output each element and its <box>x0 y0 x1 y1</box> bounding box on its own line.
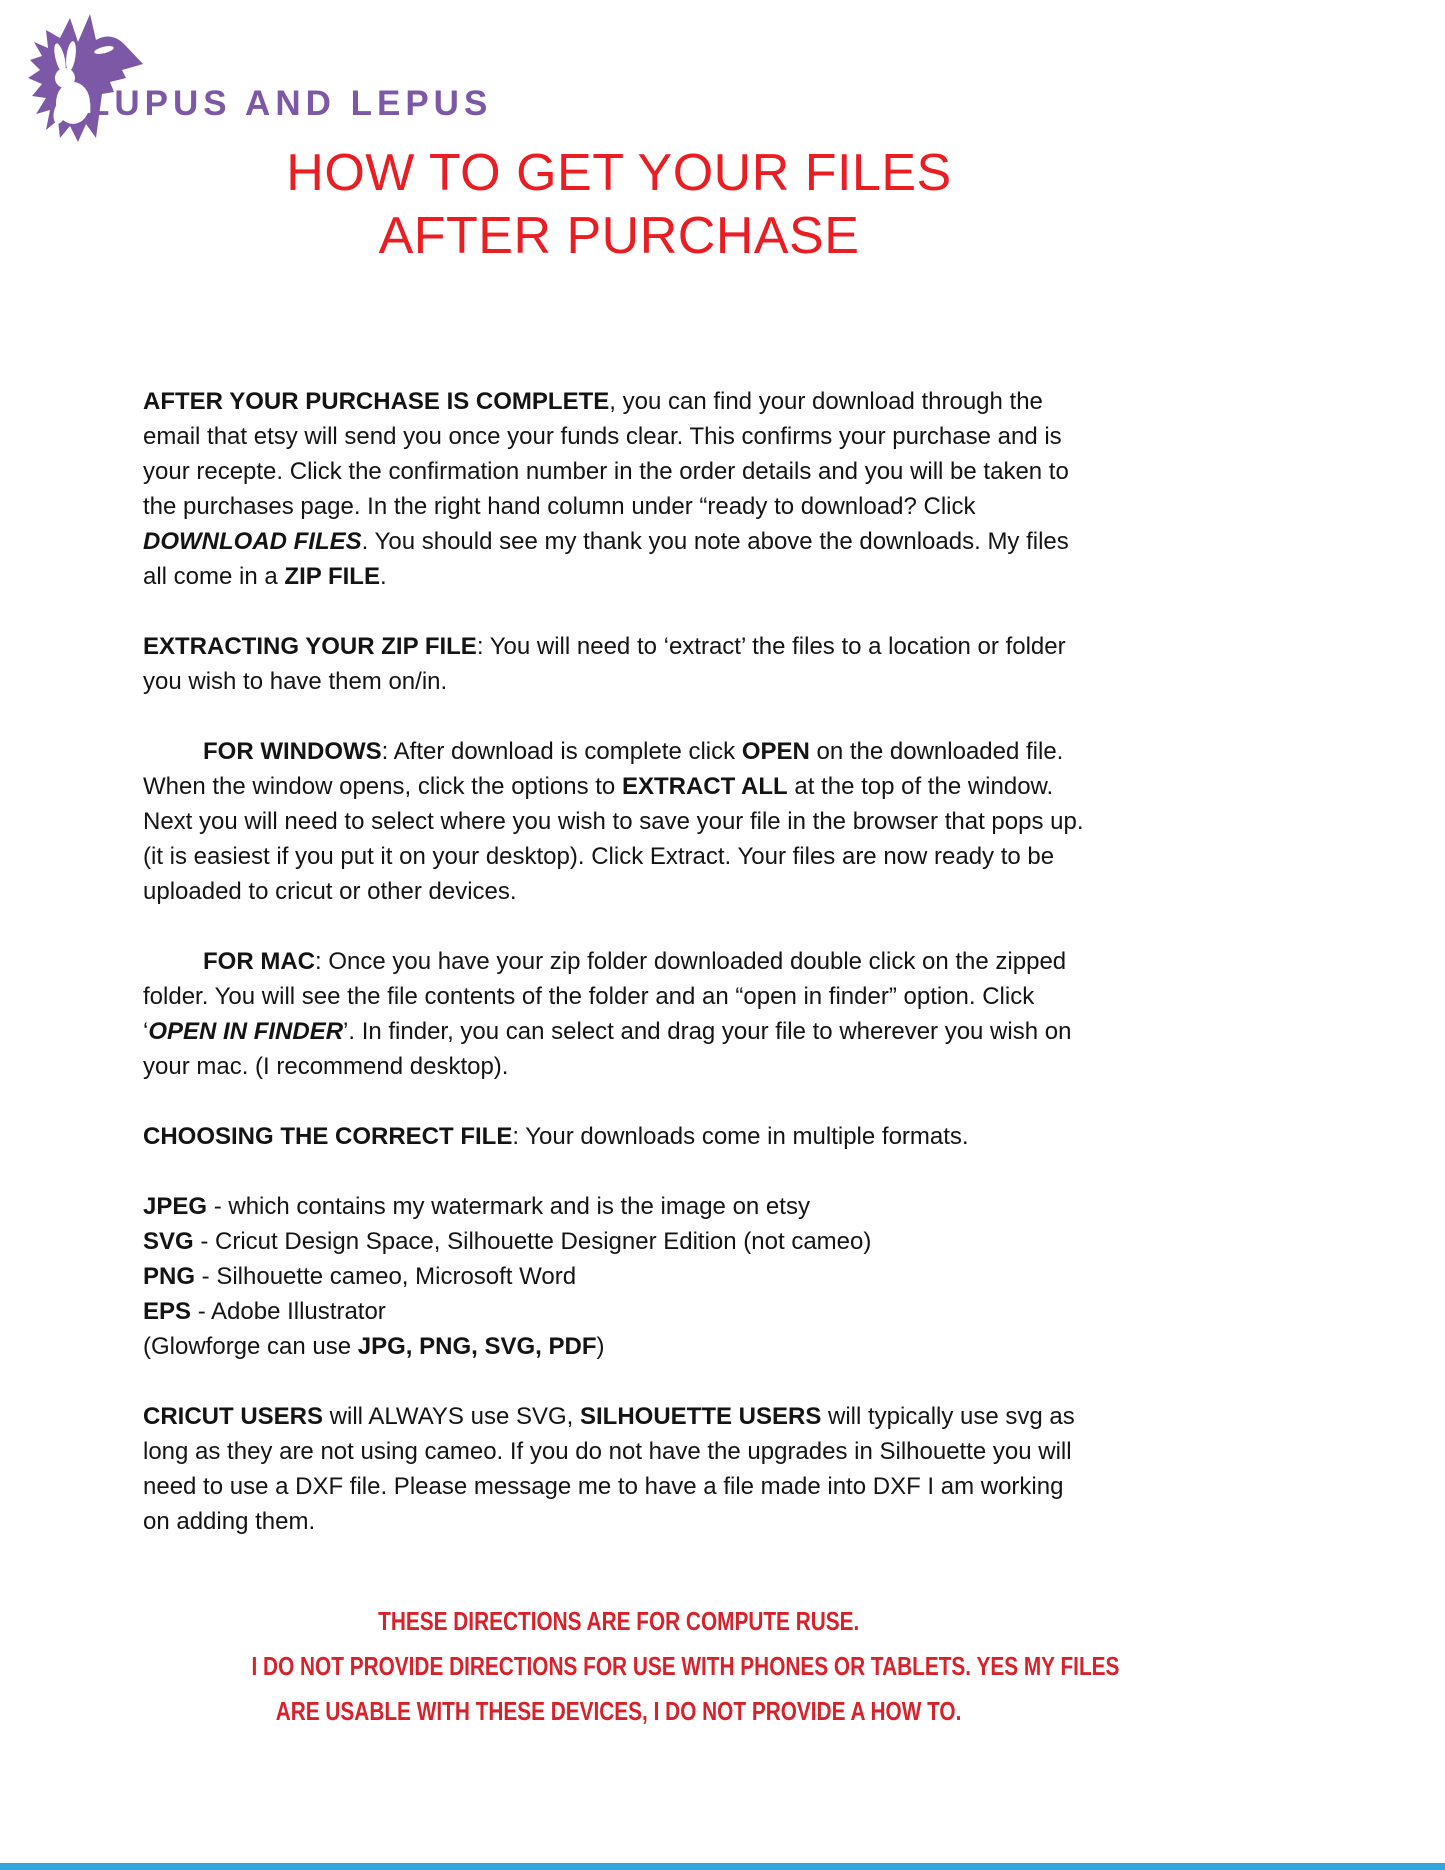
wolf-and-rabbit-logo-icon <box>18 6 153 151</box>
bottom-accent-bar <box>0 1863 1445 1870</box>
format-eps: EPS - Adobe Illustrator <box>143 1298 386 1325</box>
zip-file-emphasis: ZIP FILE <box>284 563 380 590</box>
extract-all-emphasis: EXTRACT ALL <box>621 773 788 800</box>
file-format-list <box>143 1189 1095 1364</box>
download-files-emphasis: DOWNLOAD FILES <box>143 528 362 555</box>
paragraph-choosing-file: CHOOSING THE CORRECT FILE: Your downloads come in multiple formats. <box>143 1123 969 1150</box>
format-glowforge-note: (Glowforge can use JPG, PNG, SVG, PDF) <box>143 1333 605 1360</box>
device-warning <box>143 1599 1120 1734</box>
lead-for-windows: FOR WINDOWS <box>203 738 382 765</box>
lead-cricut-users: CRICUT USERS <box>143 1403 324 1430</box>
silhouette-users-emphasis: SILHOUETTE USERS <box>579 1403 822 1430</box>
title-line-1: HOW TO GET YOUR FILES <box>286 144 952 202</box>
warning-line-1: THESE DIRECTIONS ARE FOR COMPUTE RUSE. <box>378 1606 860 1636</box>
open-in-finder-emphasis: OPEN IN FINDER <box>148 1018 344 1045</box>
paragraph-for-windows: FOR WINDOWS: After download is complete click OPEN on the downloaded file. When the window opens, click the options to EXTRACT ALL at the top of the window. Next you will need to select where you wish to save your file in the browser that pops up. (it is easiest if you put it on your desktop). Click Extract. Your files are now ready to be uploaded to cricut or other devices. <box>143 738 1084 905</box>
lead-after-purchase: AFTER YOUR PURCHASE IS COMPLETE <box>143 388 610 415</box>
warning-line-2: I DO NOT PROVIDE DIRECTIONS FOR USE WITH PHONES OR TABLETS. YES MY FILES <box>251 1651 1120 1681</box>
paragraph-for-mac: FOR MAC: Once you have your zip folder downloaded double click on the zipped folder. You will see the file contents of the folder and an “open in finder” option. Click ‘OPEN IN FINDER’. In finder, you can select and drag your file to wherever you wish on your mac. (I recommend desktop). <box>143 948 1072 1080</box>
paragraph-cricut-users: CRICUT USERS will ALWAYS use SVG, SILHOUETTE USERS will typically use svg as long as they are not using cameo. If you do not have the upgrades in Silhouette you will need to use a DXF file. Please message me to have a file made into DXF I am working on adding them. <box>143 1403 1075 1535</box>
paragraph-extracting-zip: EXTRACTING YOUR ZIP FILE: You will need to ‘extract’ the files to a location or folder you wish to have them on/in. <box>143 633 1066 695</box>
open-emphasis: OPEN <box>741 738 810 765</box>
lead-choosing-file: CHOOSING THE CORRECT FILE <box>143 1123 513 1150</box>
page-title <box>143 142 1095 268</box>
warning-line-3: ARE USABLE WITH THESE DEVICES, I DO NOT PROVIDE A HOW TO. <box>276 1696 962 1726</box>
content-column <box>143 0 1120 1734</box>
title-line-2: AFTER PURCHASE <box>378 207 860 265</box>
lead-for-mac: FOR MAC <box>203 948 315 975</box>
format-jpeg: JPEG - which contains my watermark and is the image on etsy <box>143 1193 810 1220</box>
format-svg: SVG - Cricut Design Space, Silhouette Designer Edition (not cameo) <box>143 1228 872 1255</box>
lead-extracting-zip: EXTRACTING YOUR ZIP FILE <box>143 633 477 660</box>
format-png: PNG - Silhouette cameo, Microsoft Word <box>143 1263 577 1290</box>
paragraph-after-purchase: AFTER YOUR PURCHASE IS COMPLETE, you can find your download through the email that etsy will send you once your funds clear. This confirms your purchase and is your recepte. Click the confirmation number in the order details and you will be taken to the purchases page. In the right hand column under “ready to download? Click DOWNLOAD FILES. You should see my thank you note above the downloads. My files all come in a ZIP FILE. <box>143 388 1069 590</box>
instructions-body <box>143 384 1120 1734</box>
brand-name: LUPUS AND LEPUS <box>88 84 493 123</box>
